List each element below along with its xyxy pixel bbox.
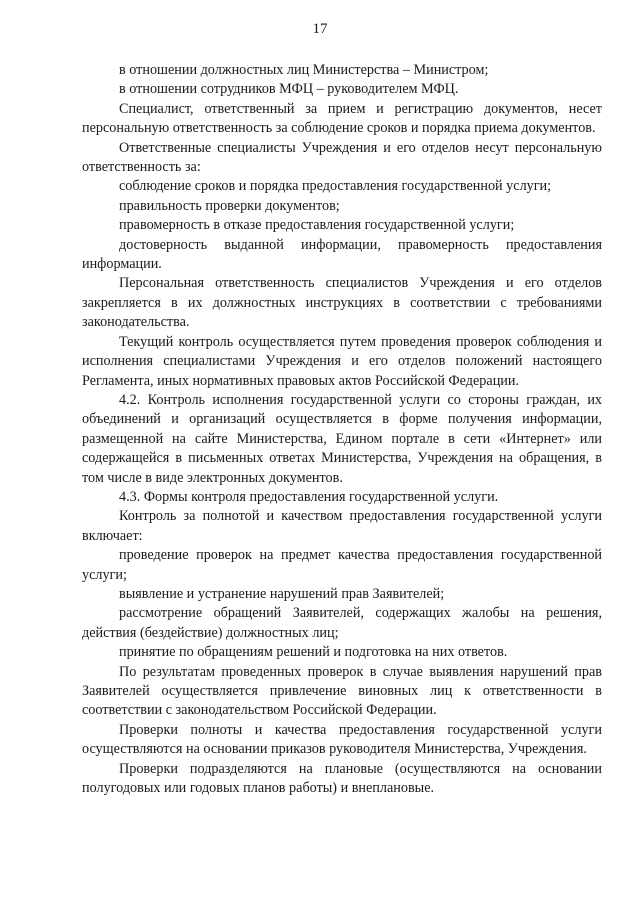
paragraph: Проверки подразделяются на плановые (осуществляются на основании полугодовых или годовых планов работы) и внеплановые. [82, 760, 602, 797]
paragraph: в отношении должностных лиц Министерства – Министром; [119, 62, 489, 78]
paragraph: Персональная ответственность специалистов Учреждения и его отделов закрепляется в их должностных инструкциях в соответствии с требованиями законодательства. [82, 275, 602, 331]
paragraph: в отношении сотрудников МФЦ – руководителем МФЦ. [119, 81, 459, 98]
paragraph: 4.3. Формы контроля предоставления государственной услуги. [119, 488, 499, 505]
paragraph: Контроль за полнотой и качеством предоставления государственной услуги включает: [82, 508, 602, 544]
paragraph: рассмотрение обращений Заявителей, содержащих жалобы на решения, действия (бездействие) должностных лиц; [82, 605, 602, 641]
paragraph: принятие по обращениям решений и подготовка на них ответов. [119, 644, 508, 661]
paragraph: соблюдение сроков и порядка предоставления государственной услуги; [119, 178, 552, 195]
paragraph: достоверность выданной информации, правомерность предоставления информации. [82, 236, 602, 273]
paragraph: проведение проверок на предмет качества предоставления государственной услуги; [82, 547, 602, 583]
paragraph: Текущий контроль осуществляется путем проведения проверок соблюдения и исполнения специалистами Учреждения и его отделов положений настоящего Регламента, иных нормативных правовых актов Российской Федерации. [82, 333, 602, 389]
paragraph: По результатам проведенных проверок в случае выявления нарушений прав Заявителей осуществляется привлечение виновных лиц к ответственности в соответствии с законодательством Российской Федерации. [82, 663, 602, 719]
paragraph: Проверки полноты и качества предоставления государственной услуги осуществляются на основании приказов руководителя Министерства, Учреждения. [82, 721, 602, 758]
paragraph: выявление и устранение нарушений прав Заявителей; [119, 585, 445, 602]
page-number: 17 [312, 21, 328, 37]
document-body [82, 61, 602, 798]
paragraph: 4.2. Контроль исполнения государственной услуги со стороны граждан, их объединений и организаций осуществляется в форме получения информации, размещенной на сайте Министерства, Едином портале в сети «Интернет» или содержащейся в письменных ответах Министерства, Учреждения на обращения, в том числе в виде электронных документов. [82, 391, 602, 486]
paragraph: правильность проверки документов; [119, 197, 340, 214]
paragraph: Специалист, ответственный за прием и регистрацию документов, несет персональную ответственность за соблюдение сроков и порядка приема документов. [82, 100, 602, 137]
paragraph: правомерность в отказе предоставления государственной услуги; [119, 217, 515, 234]
paragraph: Ответственные специалисты Учреждения и его отделов несут персональную ответственность за: [82, 139, 602, 176]
